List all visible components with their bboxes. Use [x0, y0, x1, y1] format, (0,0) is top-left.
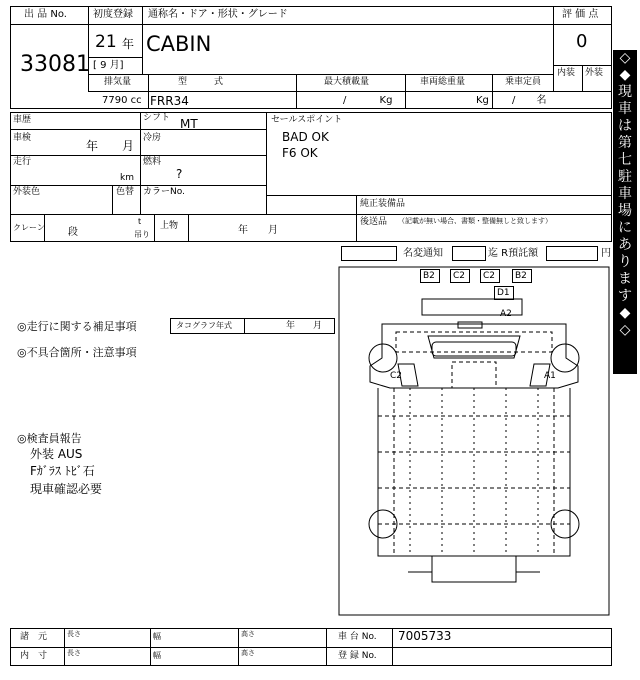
- genuine-label: 純正装備品: [360, 199, 406, 209]
- shift-label: シフト: [143, 113, 171, 123]
- fuel-value: ?: [176, 167, 183, 181]
- length-label-1: 長さ: [67, 630, 81, 638]
- height-label-2: 高さ: [241, 649, 255, 657]
- ac-label: 冷房: [143, 133, 162, 143]
- width-label-1: 幅: [153, 632, 161, 641]
- max-load-label: 最大積載量: [324, 77, 370, 87]
- model-value: FRR34: [150, 94, 189, 108]
- lot-no-label: 出 品 No.: [24, 9, 67, 20]
- inspection-value: 年 月: [86, 139, 135, 153]
- upper-value: 年 月: [238, 225, 278, 236]
- mark-a2: A2: [500, 309, 512, 319]
- crane-ton: t: [138, 217, 142, 226]
- crane-lift: 吊り: [134, 230, 150, 239]
- history-label: 車歴: [13, 115, 32, 125]
- height-label-1: 高さ: [241, 630, 255, 638]
- later-label: 後送品: [360, 217, 388, 227]
- mark-b2-left-label: B2: [423, 271, 435, 281]
- r-amount-box: [546, 246, 598, 261]
- r-deposit-label: 迄 R預託額: [488, 248, 539, 259]
- r-unit: 円: [601, 248, 611, 259]
- model-label: 型 式: [178, 77, 224, 87]
- name-value: CABIN: [146, 32, 212, 56]
- grade-label: 評 価 点: [562, 9, 599, 20]
- color-no-label: カラーNo.: [143, 187, 185, 197]
- width-label-2: 幅: [153, 651, 161, 660]
- mark-d1-label: D1: [497, 288, 510, 298]
- chassis-label: 車 台 No.: [338, 632, 377, 642]
- naisun-label: 内 寸: [20, 651, 48, 661]
- tachograph-label: タコグラフ年式: [176, 321, 232, 330]
- side-notice-text: ◇ ◆ 現 車 は 第 七 駐 車 場 に あ り ま す ◆ ◇: [618, 50, 632, 338]
- later-note: （記載が無い場合、書類・整備無しと致します）: [398, 217, 552, 225]
- inspector-label: ◎検査員報告: [17, 432, 82, 445]
- crane-label: クレーン: [13, 223, 45, 232]
- name-change-label: 名変通知: [403, 248, 443, 259]
- sales-point-label: セールスポイント: [271, 115, 343, 125]
- reg-label: 登 録 No.: [338, 651, 377, 661]
- mark-b2-right-label: B2: [515, 271, 527, 281]
- inspector-line-2: Fｶﾞﾗｽ ﾄﾋﾞ石: [30, 464, 95, 478]
- defects-label: ◎不具合箇所・注意事項: [17, 346, 137, 359]
- capacity-value: / 名: [512, 95, 547, 106]
- mark-c2-a-label: C2: [453, 271, 466, 281]
- lot-no-value: 33081: [20, 52, 90, 77]
- first-reg-label: 初度登録: [93, 9, 133, 20]
- fuel-label: 燃料: [143, 157, 162, 167]
- chassis-value: 7005733: [398, 629, 452, 643]
- length-label-2: 長さ: [67, 649, 81, 657]
- mileage-label: 走行: [13, 157, 32, 167]
- inspector-line-3: 現車確認必要: [30, 482, 103, 496]
- year-value: 21: [95, 32, 117, 52]
- grade-value: 0: [576, 31, 588, 52]
- displacement-value: 7790 cc: [102, 95, 142, 106]
- mark-c2-b-label: C2: [483, 271, 496, 281]
- exterior-label: 外装: [585, 68, 604, 78]
- ext-color-label: 外装色: [13, 187, 41, 197]
- name-label: 通称名・ドア・形状・グレード: [148, 9, 288, 20]
- mileage-unit: km: [120, 173, 134, 183]
- mark-a1-right: A1: [544, 371, 556, 381]
- tachograph-value: 年 月: [286, 321, 323, 331]
- year-unit: 年: [122, 37, 135, 51]
- displacement-label: 排気量: [104, 77, 132, 87]
- month-value: [ 9 月]: [93, 60, 124, 71]
- max-load-value: / Kg: [343, 95, 393, 106]
- interior-label: 内装: [557, 68, 576, 78]
- color-change-label: 色替: [116, 187, 135, 197]
- mark-c2-left: C2: [390, 371, 403, 381]
- sales-point-1: BAD OK: [282, 130, 329, 144]
- capacity-label: 乗車定員: [505, 77, 542, 87]
- date-box: [452, 246, 486, 261]
- gross-weight-value: Kg: [476, 95, 489, 106]
- shift-value: MT: [180, 117, 198, 131]
- shogen-label: 諸 元: [20, 632, 48, 642]
- gross-weight-label: 車両総重量: [420, 77, 466, 87]
- upper-label: 上物: [160, 221, 179, 231]
- sales-point-2: F6 OK: [282, 146, 318, 160]
- name-change-box: [341, 246, 397, 261]
- diagram-frame: [339, 267, 609, 615]
- truck-diagram: [338, 266, 610, 616]
- driving-note-label: ◎走行に関する補足事項: [17, 320, 137, 333]
- inspector-line-1: 外装 AUS: [30, 447, 83, 461]
- crane-stage: 段: [68, 227, 78, 238]
- inspection-label: 車検: [13, 133, 32, 143]
